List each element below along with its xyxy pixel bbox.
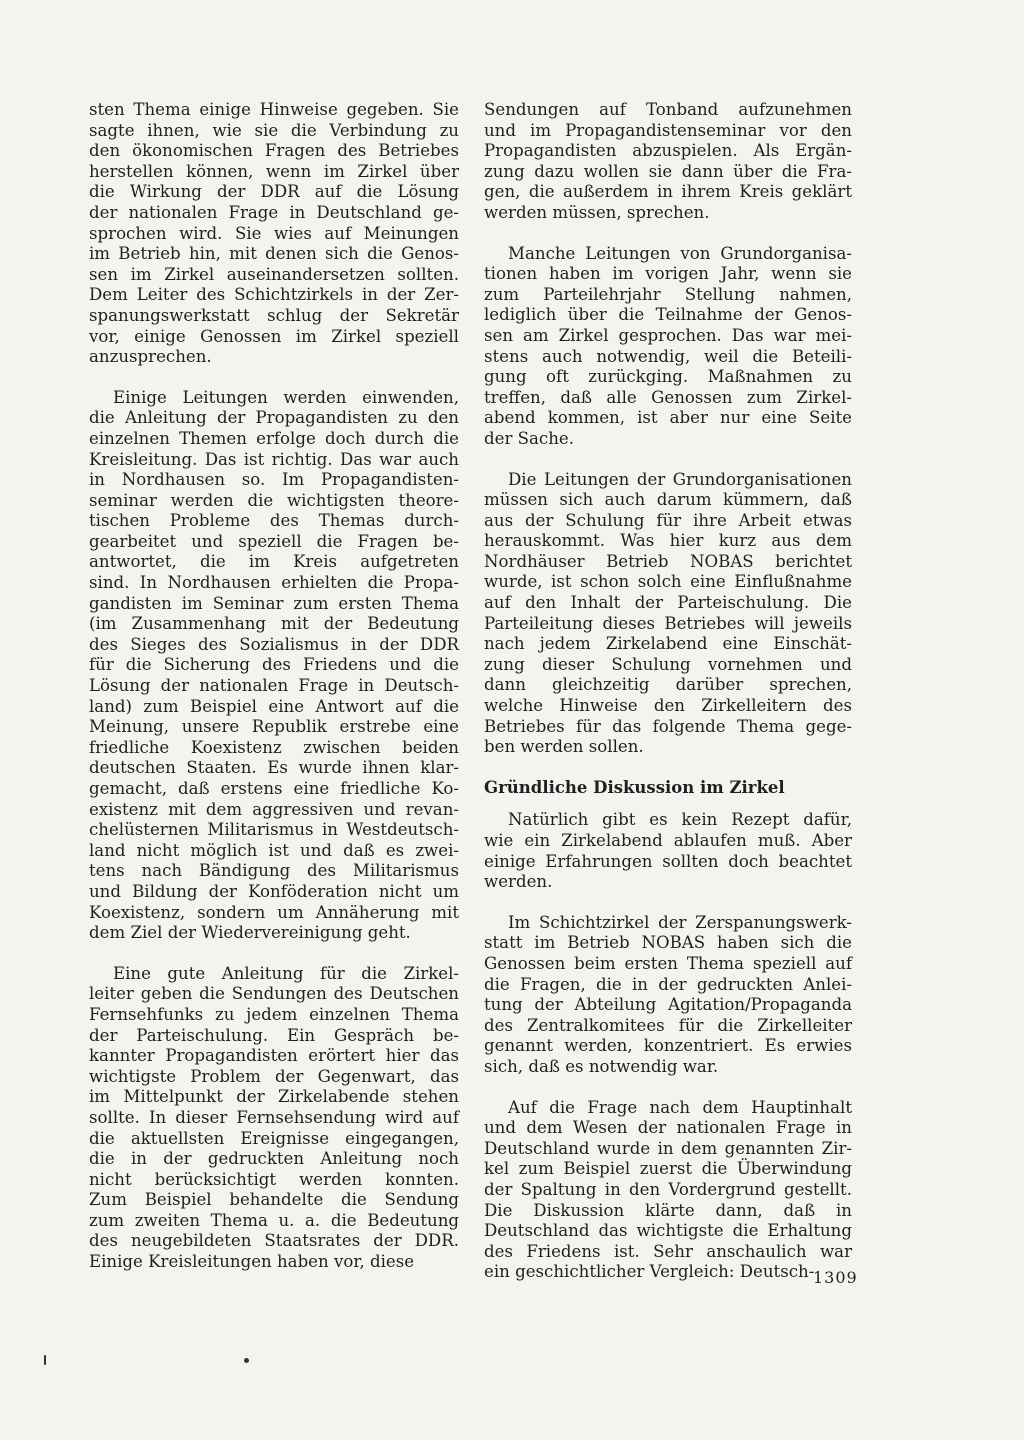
- text-line: sollte. In dieser Fernsehsendung wird auf: [89, 1107, 459, 1127]
- text-line: sten Thema einige Hinweise gegeben. Sie: [89, 100, 459, 119]
- text-line: Auf die Frage nach dem Hauptinhalt: [508, 1097, 852, 1117]
- text-line: gearbeitet und speziell die Fragen be-: [89, 531, 459, 551]
- text-line: des Friedens ist. Sehr anschaulich war: [484, 1241, 852, 1261]
- text-line: lediglich über die Teilnahme der Genos-: [484, 305, 852, 325]
- section-heading: Gründliche Diskussion im Zirkel: [484, 777, 785, 797]
- paragraph: [89, 100, 459, 368]
- text-line: werden.: [484, 872, 553, 892]
- text-line: statt im Betrieb NOBAS haben sich die: [484, 933, 852, 953]
- text-line: Eine gute Anleitung für die Zirkel-: [113, 963, 459, 983]
- paragraph: [484, 100, 852, 224]
- text-line: land) zum Beispiel eine Antwort auf die: [89, 696, 459, 716]
- text-line: Sendungen auf Tonband aufzunehmen: [484, 100, 852, 119]
- text-line: im Mittelpunkt der Zirkelabende stehen: [89, 1087, 459, 1107]
- text-line: treffen, daß alle Genossen zum Zirkel-: [484, 387, 852, 407]
- paragraph: [484, 810, 852, 892]
- text-line: des neugebildeten Staatsrates der DDR.: [89, 1231, 459, 1251]
- text-line: leiter geben die Sendungen des Deutschen: [89, 984, 459, 1004]
- text-line: seminar werden die wichtigsten theore-: [89, 490, 459, 510]
- text-line: Fernsehfunks zu jedem einzelnen Thema: [89, 1004, 459, 1024]
- text-line: und im Propagandistenseminar vor den: [484, 120, 852, 140]
- left-column: [89, 100, 459, 1293]
- text-line: welche Hinweise den Zirkelleitern des: [484, 696, 852, 716]
- text-line: der Parteischulung. Ein Gespräch be-: [89, 1025, 459, 1045]
- text-line: gandisten im Seminar zum ersten Thema: [89, 593, 459, 613]
- text-line: gemacht, daß erstens eine friedliche Ko-: [89, 779, 459, 798]
- paragraph: [484, 244, 852, 450]
- text-line: zung dazu wollen sie dann über die Fra-: [484, 161, 852, 181]
- text-line: Zum Beispiel behandelte die Sendung: [89, 1190, 459, 1210]
- text-line: gung oft zurückging. Maßnahmen zu: [484, 367, 852, 387]
- text-line: Manche Leitungen von Grundorganisa-: [508, 243, 852, 263]
- text-line: der Spaltung in den Vordergrund gestellt.: [484, 1179, 852, 1199]
- text-line: vor, einige Genossen im Zirkel speziell: [89, 326, 459, 346]
- text-line: spanungswerkstatt schlug der Sekretär: [89, 305, 459, 325]
- text-line: die aktuellsten Ereignisse eingegangen,: [89, 1128, 459, 1148]
- text-line: Deutschland wurde in dem genannten Zir-: [484, 1138, 852, 1158]
- text-line: Die Leitungen der Grundorganisationen: [508, 469, 852, 489]
- text-line: sich, daß es notwendig war.: [484, 1056, 719, 1076]
- text-line: (im Zusammenhang mit der Bedeutung: [89, 614, 459, 634]
- text-line: müssen sich auch darum kümmern, daß: [484, 490, 852, 510]
- text-line: existenz mit dem aggressiven und revan-: [89, 799, 459, 819]
- paragraph: [484, 913, 852, 1078]
- text-line: Nordhäuser Betrieb NOBAS berichtet: [484, 551, 852, 571]
- text-line: ben werden sollen.: [484, 737, 644, 757]
- text-line: nicht berücksichtigt werden konnten.: [89, 1169, 459, 1189]
- text-line: wichtigste Problem der Gegenwart, das: [89, 1066, 459, 1086]
- text-line: gen, die außerdem in ihrem Kreis geklärt: [484, 182, 852, 202]
- text-line: und dem Wesen der nationalen Frage in: [484, 1118, 852, 1138]
- text-line: auf den Inhalt der Parteischulung. Die: [484, 593, 852, 613]
- text-line: kel zum Beispiel zuerst die Überwindung: [484, 1159, 852, 1179]
- text-line: Propagandisten abzuspielen. Als Ergän-: [484, 141, 852, 161]
- text-line: den ökonomischen Fragen des Betriebes: [89, 141, 459, 161]
- text-line: der nationalen Frage in Deutschland ge-: [89, 202, 459, 222]
- text-line: sagte ihnen, wie sie die Verbindung zu: [89, 120, 459, 140]
- text-line: tionen haben im vorigen Jahr, wenn sie: [484, 264, 852, 284]
- text-line: die in der gedruckten Anleitung noch: [89, 1149, 459, 1169]
- text-line: stens auch notwendig, weil die Beteili-: [484, 346, 852, 366]
- text-line: zung dieser Schulung vornehmen und: [484, 654, 852, 674]
- print-mark: [44, 1355, 46, 1365]
- print-speck: [244, 1358, 249, 1363]
- page-number: 1309: [813, 1268, 858, 1287]
- text-line: antwortet, die im Kreis aufgetreten: [89, 552, 459, 572]
- right-column-bottom: [484, 810, 852, 1282]
- text-line: sen am Zirkel gesprochen. Das war mei-: [484, 325, 852, 345]
- text-line: zum zweiten Thema u. a. die Bedeutung: [89, 1210, 459, 1230]
- text-line: werden müssen, sprechen.: [484, 202, 710, 222]
- text-line: anzusprechen.: [89, 347, 212, 367]
- text-line: nach jedem Zirkelabend eine Einschät-: [484, 634, 852, 654]
- text-line: aus der Schulung für ihre Arbeit etwas: [484, 510, 852, 530]
- paragraph: [484, 470, 852, 758]
- text-line: tens nach Bändigung des Militarismus: [89, 861, 459, 881]
- text-line: Einige Kreisleitungen haben vor, diese: [89, 1252, 415, 1272]
- paragraph: [89, 388, 459, 944]
- text-line: im Betrieb hin, mit denen sich die Genos-: [89, 244, 459, 264]
- paragraph: [484, 1098, 852, 1283]
- text-line: deutschen Staaten. Es wurde ihnen klar-: [89, 758, 459, 778]
- text-line: Genossen beim ersten Thema speziell auf: [484, 953, 852, 973]
- text-line: wurde, ist schon solch eine Einflußnahme: [484, 572, 852, 592]
- text-line: sen im Zirkel auseinandersetzen sollten.: [89, 264, 459, 284]
- text-line: herstellen können, wenn im Zirkel über: [89, 161, 459, 181]
- text-line: Dem Leiter des Schichtzirkels in der Zer-: [89, 285, 459, 305]
- text-line: Kreisleitung. Das ist richtig. Das war auch: [89, 449, 459, 469]
- right-column-top: [484, 100, 852, 758]
- text-line: kannter Propagandisten erörtert hier das: [89, 1046, 459, 1066]
- text-line: tung der Abteilung Agitation/Propaganda: [484, 995, 852, 1015]
- text-line: dann gleichzeitig darüber sprechen,: [484, 675, 852, 695]
- text-line: herauskommt. Was hier kurz aus dem: [484, 531, 852, 551]
- text-line: Natürlich gibt es kein Rezept dafür,: [508, 810, 852, 830]
- text-line: einige Erfahrungen sollten doch beachtet: [484, 851, 852, 871]
- text-line: für die Sicherung des Friedens und die: [89, 655, 459, 675]
- text-line: tischen Probleme des Themas durch-: [89, 511, 459, 531]
- text-line: der Sache.: [484, 428, 574, 448]
- text-line: Koexistenz, sondern um Annäherung mit: [89, 902, 459, 922]
- text-line: Lösung der nationalen Frage in Deutsch-: [89, 676, 459, 696]
- text-line: Im Schichtzirkel der Zerspanungswerk-: [508, 912, 852, 932]
- text-line: ein geschichtlicher Vergleich: Deutsch-: [484, 1262, 815, 1282]
- text-line: genannt werden, konzentriert. Es erwies: [484, 1036, 852, 1056]
- text-line: chelüsternen Militarismus in Westdeutsch-: [89, 820, 459, 840]
- paragraph: [89, 964, 459, 1273]
- text-line: wie ein Zirkelabend ablaufen muß. Aber: [484, 831, 852, 850]
- text-line: einzelnen Themen erfolge doch durch die: [89, 428, 459, 448]
- text-line: land nicht möglich ist und daß es zwei-: [89, 840, 459, 860]
- text-line: Parteileitung dieses Betriebes will jeweils: [484, 613, 852, 633]
- text-line: und Bildung der Konföderation nicht um: [89, 881, 459, 901]
- text-line: des Sieges des Sozialismus in der DDR: [89, 634, 459, 654]
- text-line: Betriebes für das folgende Thema gege-: [484, 716, 852, 736]
- text-line: Meinung, unsere Republik erstrebe eine: [89, 717, 459, 737]
- text-line: zum Parteilehrjahr Stellung nahmen,: [484, 284, 852, 304]
- text-line: dem Ziel der Wiedervereinigung geht.: [89, 923, 411, 943]
- text-line: die Fragen, die in der gedruckten Anlei-: [484, 974, 852, 994]
- right-column: [484, 100, 852, 1303]
- text-line: sind. In Nordhausen erhielten die Propa-: [89, 573, 459, 593]
- text-line: abend kommen, ist aber nur eine Seite: [484, 408, 852, 428]
- text-line: des Zentralkomitees für die Zirkelleiter: [484, 1015, 852, 1035]
- text-line: Die Diskussion klärte dann, daß in: [484, 1200, 852, 1220]
- text-line: Einige Leitungen werden einwenden,: [113, 387, 459, 407]
- text-line: die Anleitung der Propagandisten zu den: [89, 408, 459, 428]
- text-line: die Wirkung der DDR auf die Lösung: [89, 182, 459, 202]
- text-line: sprochen wird. Sie wies auf Meinungen: [89, 223, 459, 243]
- text-line: friedliche Koexistenz zwischen beiden: [89, 737, 459, 757]
- text-line: Deutschland das wichtigste die Erhaltung: [484, 1221, 852, 1241]
- text-line: in Nordhausen so. Im Propagandisten-: [89, 470, 459, 490]
